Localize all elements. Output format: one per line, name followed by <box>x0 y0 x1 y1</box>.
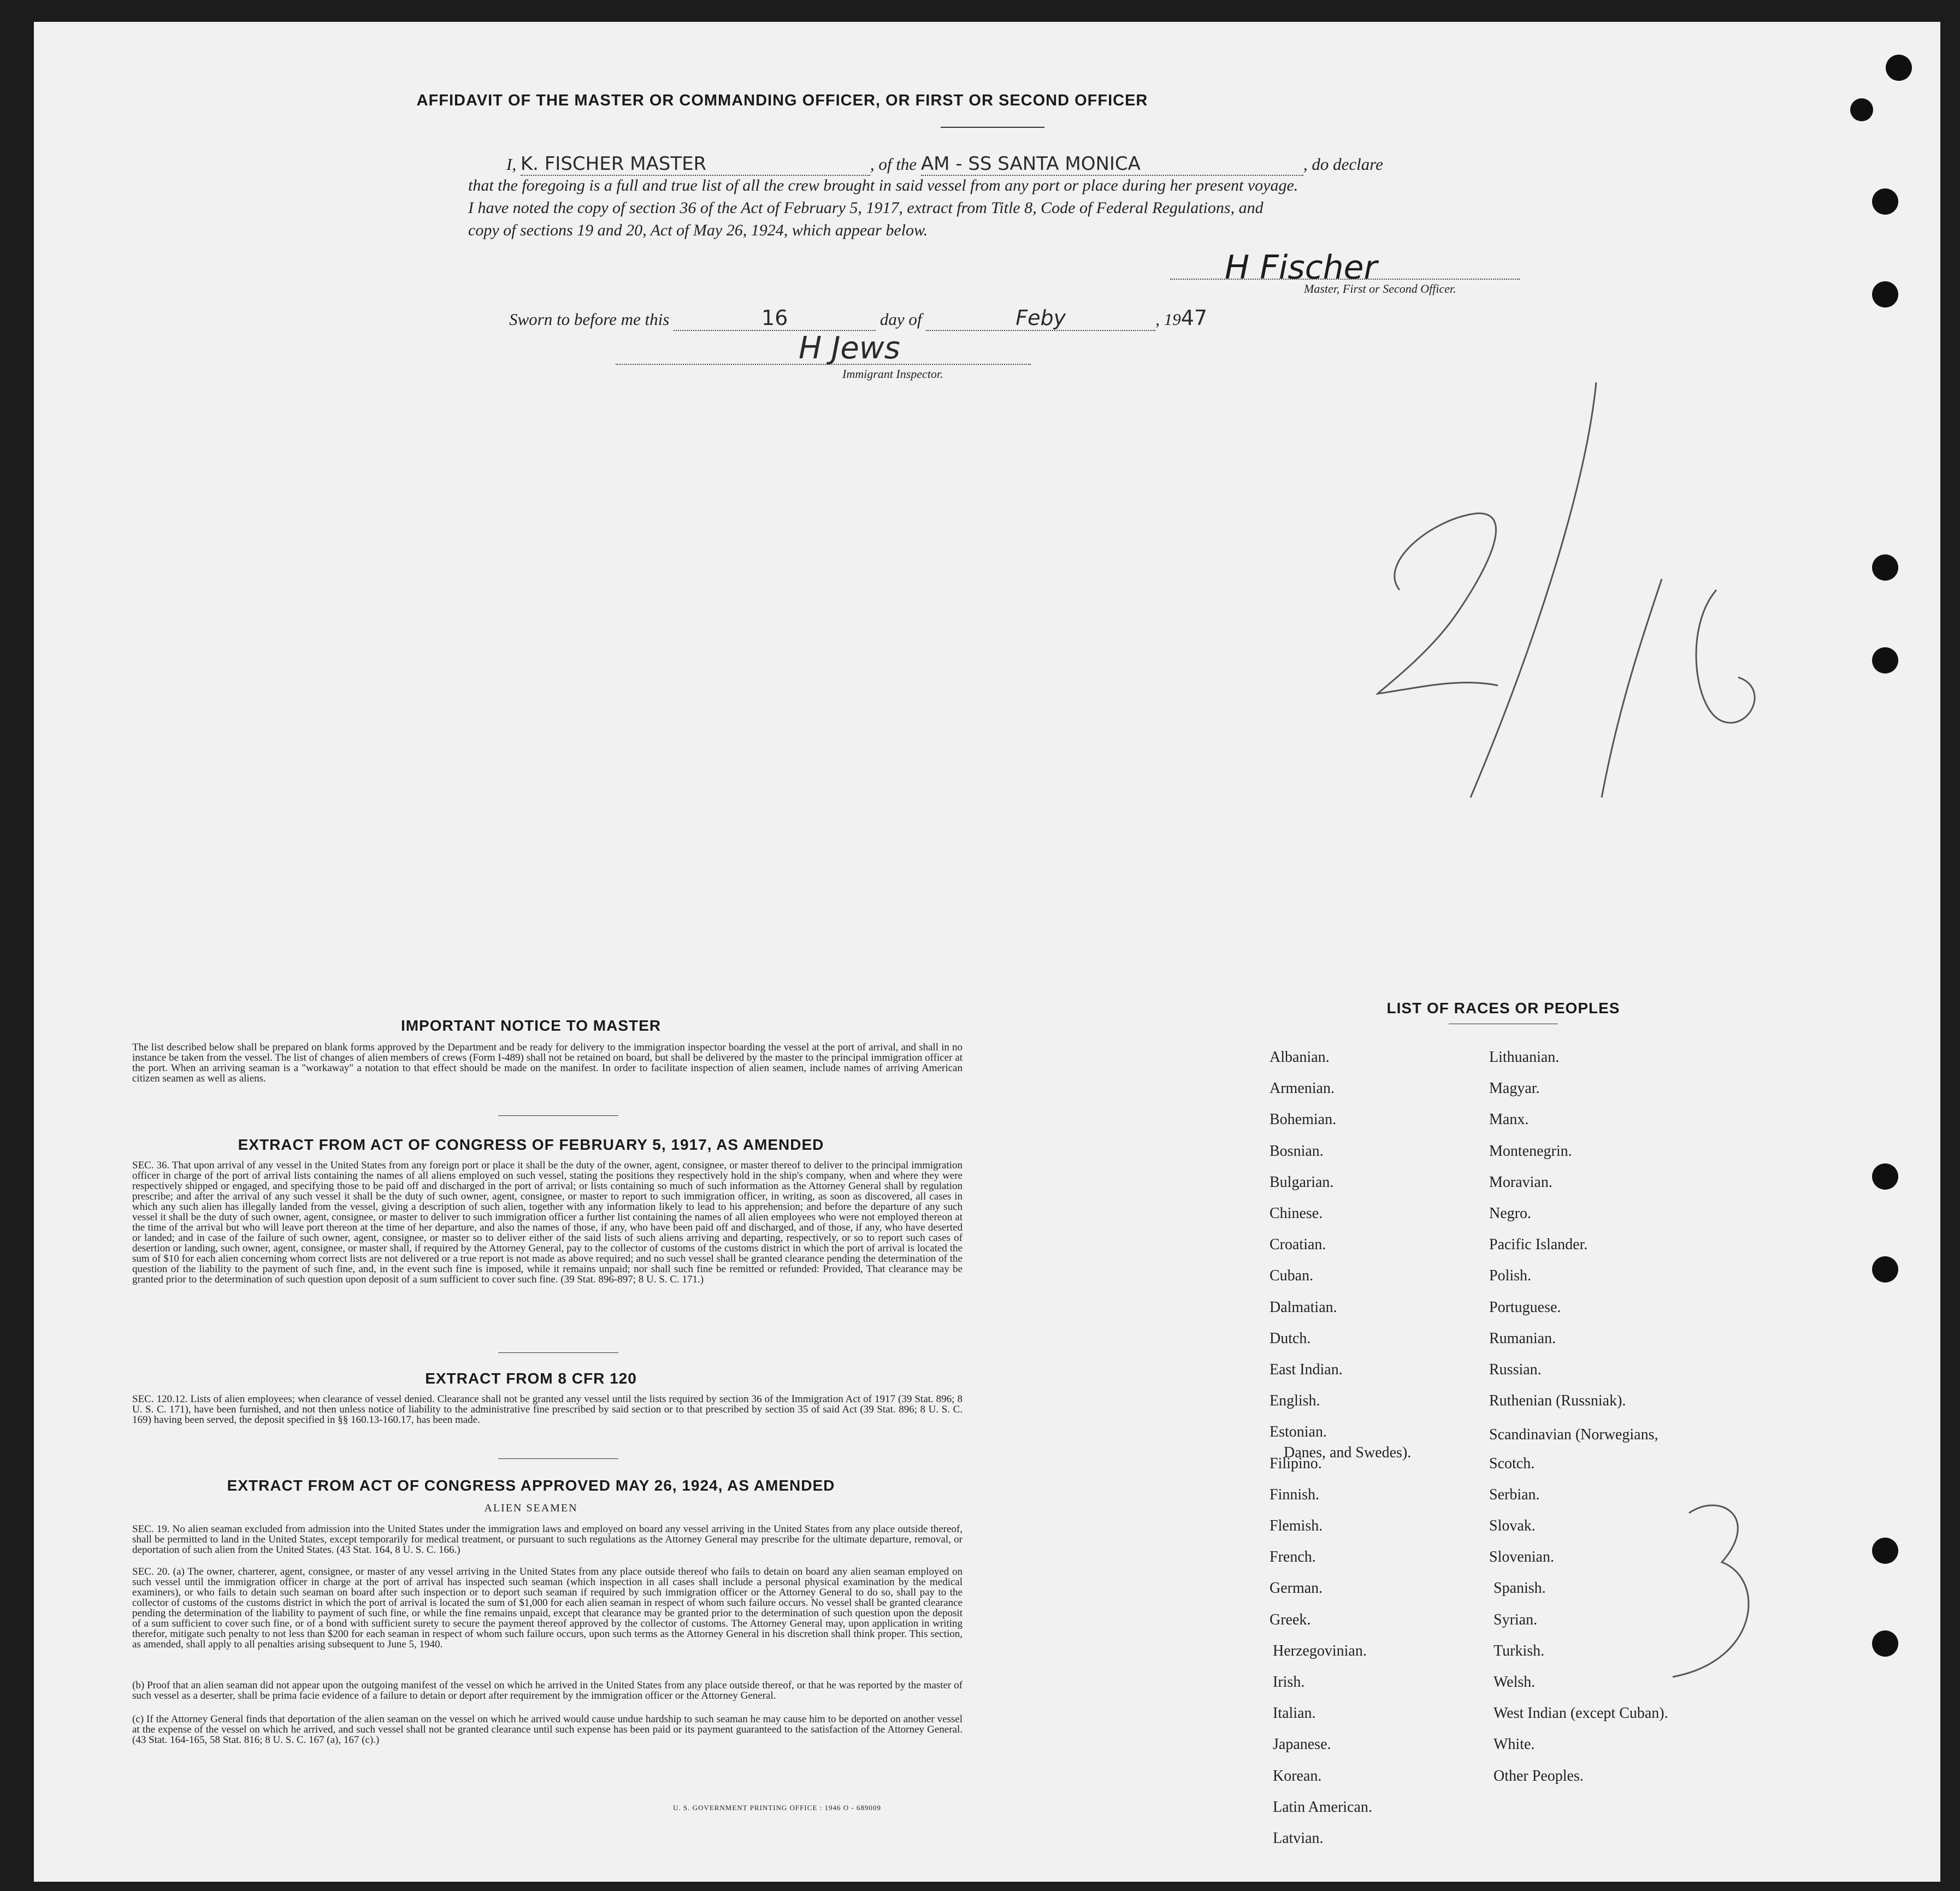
notice-body: The list described below shall be prepared on blank forms approved by the Department and be ready for delivery to the immigration inspector boarding the vessel at the port of arrival, and shall in no instance be taken from the vessel. The list of changes of alien members of crews (Form I-489) shall not be retained on board, but shall be delivered by the master to the principal immigration officer at the port. When an arriving seaman is a "workaway" a notation to that effect should be made on the manifest. In order to facilitate inspection of alien seamen, include names of arriving American citizen seamen as well as aliens. <box>132 1042 963 1084</box>
binder-hole <box>1872 281 1898 308</box>
race-item: Dutch. <box>1270 1329 1311 1347</box>
race-item: Rumanian. <box>1489 1329 1556 1347</box>
race-item: Moravian. <box>1489 1173 1552 1191</box>
race-item: Croatian. <box>1270 1236 1326 1254</box>
race-item: Pacific Islander. <box>1489 1236 1588 1254</box>
master-name: K. FISCHER MASTER <box>521 153 870 176</box>
races-title: LIST OF RACES OR PEOPLES <box>1386 1000 1620 1017</box>
vessel-name: AM - SS SANTA MONICA <box>921 153 1303 176</box>
line1-suffix: , do declare <box>1303 155 1383 174</box>
signature-caption: Master, First or Second Officer. <box>1304 282 1456 296</box>
signature-line <box>1170 279 1520 280</box>
sec20b-body: (b) Proof that an alien seaman did not appear upon the outgoing manifest of the vessel on which he arrived in the United States from any place outside thereof, or that he was reported by the master of such vessel as a deserter, shall be prima facie evidence of a failure to detain or deport after requirement by the immigration officer or the Attorney General. <box>132 1680 963 1701</box>
binder-hole <box>1872 554 1898 581</box>
affidavit-line4: copy of sections 19 and 20, Act of May 26, 1924, which appear below. <box>468 221 928 239</box>
race-item: Armenian. <box>1270 1080 1335 1097</box>
sec20c-body: (c) If the Attorney General finds that deportation of the alien seaman on the vessel on which he arrived would cause undue hardship to such seaman he may cause him to be deported on another vessel at the expense of the vessel on which he arrived, and such vessel shall not be granted clearance until such expense has been paid or its payment guaranteed to the satisfaction of the Attorney General. (43 Stat. 164-165, 58 Stat. 816; 8 U. S. C. 167 (a), 167 (c).) <box>132 1713 963 1746</box>
race-item: Latin American. <box>1273 1798 1372 1816</box>
extract-1917-title: EXTRACT FROM ACT OF CONGRESS OF FEBRUARY 5, 1917, AS AMENDED <box>238 1136 824 1153</box>
sworn-line <box>509 306 1207 331</box>
race-item: Manx. <box>1489 1111 1529 1128</box>
race-item: Finnish. <box>1270 1486 1320 1503</box>
binder-hole <box>1872 1630 1898 1657</box>
race-item: Scotch. <box>1489 1455 1535 1472</box>
binder-hole <box>1872 188 1898 215</box>
race-item: Chinese. <box>1270 1205 1323 1222</box>
race-item: English. <box>1270 1392 1320 1410</box>
race-item: German. <box>1270 1580 1323 1597</box>
notice-title: IMPORTANT NOTICE TO MASTER <box>400 1017 662 1034</box>
race-item: Negro. <box>1489 1205 1531 1222</box>
inspector-line <box>616 364 1031 365</box>
binder-hole <box>1872 647 1898 673</box>
race-item: Albanian. <box>1270 1049 1330 1066</box>
race-item: Italian. <box>1273 1705 1316 1722</box>
master-signature: H Fischer <box>1225 249 1378 287</box>
race-item: Ruthenian (Russniak). <box>1489 1392 1626 1410</box>
race-item: Scandinavian (Norwegians, <box>1489 1426 1658 1444</box>
race-item: Latvian. <box>1273 1830 1324 1847</box>
binder-hole <box>1872 1163 1898 1190</box>
race-item: Portuguese. <box>1489 1298 1561 1316</box>
sec19-body: SEC. 19. No alien seaman excluded from admission into the United States under the immigration laws and employed on board any vessel arriving in the United States from any place outside thereof, shall be permitted to land in the United States, except temporarily for medical treatment, or pursuant to such regulations as the Attorney General may prescribe for the ultimate departure, removal, or deportation of such alien from the United States. (43 Stat. 164, 8 U. S. C. 166.) <box>132 1523 963 1556</box>
extract-1917-body: SEC. 36. That upon arrival of any vessel in the United States from any foreign port or place it shall be the duty of the owner, agent, consignee, or master thereof to deliver to the principal immigration officer in charge of the port of arrival lists containing the names of all aliens employed on such vessel, stating the positions they respectively hold in the ship's company, when and where they were respectively shipped or engaged, and specifying those to be paid off and discharged in the port of arrival; or lists containing so much of such information as the Attorney General shall by regulation prescribe; and after the arrival of any such vessel it shall be the duty of such owner, agent, consignee, or master to report to such immigration officer, in writing, as soon as discovered, all cases in which any such alien has illegally landed from the vessel, giving a description of such alien, together with any information likely to lead to his apprehension; and before the departure of any such vessel it shall be the duty of such owner, agent, consignee, or master to deliver to such immigration officer a further list containing the names of all alien employees who were not employed thereon at the time of the arrival but who will leave port thereon at the time of her departure, and also the names of those, if any, who have been paid off and discharged, and of those, if any, who have deserted or landed; and in case of the failure of such owner, agent, consignee, or master so to deliver either of the said lists of such aliens arriving and departing, respectively, or so to report such cases of desertion or landing, such owner, agent, consignee, or master shall, if required by the Attorney General, pay to the collector of customs of the customs district in which the port of arrival is located the sum of $10 for each alien concerning whom correct lists are not delivered or a true report is not made as above required; and no such vessel shall be granted clearance pending the determination of the question of the liability to the payment of such fine, and, in the event such fine is imposed, while it remains unpaid; nor shall such fine be remitted or refunded: Provided, That clearance may be granted prior to the determination of such question upon deposit of a sum sufficient to cover such fine. (39 Stat. 896-897; 8 U. S. C. 171.) <box>132 1160 963 1285</box>
printer-imprint: U. S. GOVERNMENT PRINTING OFFICE : 1946 O - 689009 <box>673 1804 881 1812</box>
race-item: Slovenian. <box>1489 1549 1554 1566</box>
race-item: Danes, and Swedes). <box>1284 1444 1412 1462</box>
race-item: Russian. <box>1489 1361 1542 1378</box>
affidavit-line2: that the foregoing is a full and true list of all the crew brought in said vessel from any port or place during her present voyage. <box>468 176 1298 194</box>
extract-1924-title: EXTRACT FROM ACT OF CONGRESS APPROVED MAY 26, 1924, AS AMENDED <box>227 1477 835 1494</box>
race-item: Dalmatian. <box>1270 1298 1337 1316</box>
race-item: Polish. <box>1489 1267 1532 1285</box>
sworn-day: 16 <box>674 306 876 331</box>
line1-prefix: I, <box>506 155 517 174</box>
race-item: Flemish. <box>1270 1517 1323 1534</box>
inspector-signature: H Jews <box>799 330 900 366</box>
race-item: Filipino. <box>1270 1455 1322 1472</box>
divider <box>498 1352 618 1353</box>
race-item: Spanish. <box>1493 1580 1546 1597</box>
race-item: Bulgarian. <box>1270 1173 1334 1191</box>
affidavit-line1 <box>506 153 1383 176</box>
binder-hole <box>1872 1256 1898 1283</box>
race-item: East Indian. <box>1270 1361 1343 1378</box>
race-item: West Indian (except Cuban). <box>1493 1705 1668 1722</box>
race-item: Greek. <box>1270 1611 1311 1628</box>
race-item: Bosnian. <box>1270 1142 1324 1160</box>
line1-of: , of the <box>870 155 917 174</box>
binder-hole <box>1872 1538 1898 1564</box>
race-item: French. <box>1270 1549 1316 1566</box>
affidavit-title: AFFIDAVIT OF THE MASTER OR COMMANDING OFFICER, OR FIRST OR SECOND OFFICER <box>416 92 1148 109</box>
day-of: day of <box>879 310 922 329</box>
race-item: Korean. <box>1273 1767 1322 1784</box>
pencil-note-2-16 <box>1334 382 1804 830</box>
race-item: Herzegovinian. <box>1273 1642 1367 1659</box>
divider <box>498 1458 618 1459</box>
race-item: Bohemian. <box>1270 1111 1337 1128</box>
sec20a-body: SEC. 20. (a) The owner, charterer, agent, consignee, or master of any vessel arriving in the United States from any place outside thereof who fails to detain on board any alien seaman employed on such vessel until the immigration officer in charge at the port of arrival has inspected such seaman (which inspection in all cases shall include a personal physical examination by the medical examiners), or who fails to detain such seaman on board after such inspection or to deport such seaman if required by such immigration officer or the Attorney General to do so, shall pay to the collector of customs of the customs district in which the port of arrival is located the sum of $1,000 for each alien seaman in respect of whom such failure occurs. No vessel shall be granted clearance pending the determination of the liability to payment of such fine, or while the fine remains unpaid, except that clearance may be granted prior to the determination of such question upon the deposit of a sum sufficient to cover such fine, or of a bond with sufficient surety to secure the payment thereof approved by the collector of customs. The Attorney General may, upon application in writing therefor, mitigate such penalty to not less than $200 for each seaman in respect of whom such failure occurs, upon such terms as the Attorney General in his discretion shall think proper. This section, as amended, shall apply to all penalties arising subsequent to June 5, 1940. <box>132 1566 963 1650</box>
race-item: Other Peoples. <box>1493 1767 1584 1784</box>
year-prefix: , 19 <box>1155 310 1181 329</box>
race-item: Cuban. <box>1270 1267 1314 1285</box>
inspector-caption: Immigrant Inspector. <box>842 367 943 381</box>
race-item: Serbian. <box>1489 1486 1540 1503</box>
race-item: Turkish. <box>1493 1642 1545 1659</box>
sworn-prefix: Sworn to before me this <box>509 310 670 329</box>
race-item: Welsh. <box>1493 1674 1536 1691</box>
race-item: Magyar. <box>1489 1080 1540 1097</box>
sworn-month: Feby <box>926 306 1155 331</box>
divider <box>498 1115 618 1116</box>
binder-hole <box>1850 98 1873 121</box>
sworn-year: 47 <box>1180 306 1208 330</box>
race-item: Lithuanian. <box>1489 1049 1560 1066</box>
race-item: Estonian. <box>1270 1423 1327 1441</box>
divider <box>941 127 1044 128</box>
extract-1924-subtitle: ALIEN SEAMEN <box>484 1502 578 1514</box>
extract-cfr-body: SEC. 120.12. Lists of alien employees; when clearance of vessel denied. Clearance shall not be granted any vessel until the lists required by section 36 of the Immigration Act of 1917 (39 Stat. 896; 8 U. S. C. 171), have been furnished, and not then unless notice of liability to the administrative fine prescribed by said section or to that prescribed by section 35 of said Act (39 Stat. 896; 8 U. S. C. 169) having been served, the deposit specified in §§ 160.13-160.17, has been made. <box>132 1393 963 1426</box>
extract-cfr-title: EXTRACT FROM 8 CFR 120 <box>425 1370 637 1387</box>
race-item: Montenegrin. <box>1489 1142 1572 1160</box>
pencil-note-3 <box>1656 1497 1776 1693</box>
race-item: Slovak. <box>1489 1517 1536 1534</box>
race-item: Japanese. <box>1273 1736 1331 1753</box>
race-item: White. <box>1493 1736 1535 1753</box>
race-item: Syrian. <box>1493 1611 1538 1628</box>
binder-hole <box>1886 55 1912 81</box>
race-item: Irish. <box>1273 1674 1305 1691</box>
affidavit-line3: I have noted the copy of section 36 of the Act of February 5, 1917, extract from Title 8, Code of Federal Regulations, and <box>468 199 1264 217</box>
document-page <box>34 22 1940 1882</box>
